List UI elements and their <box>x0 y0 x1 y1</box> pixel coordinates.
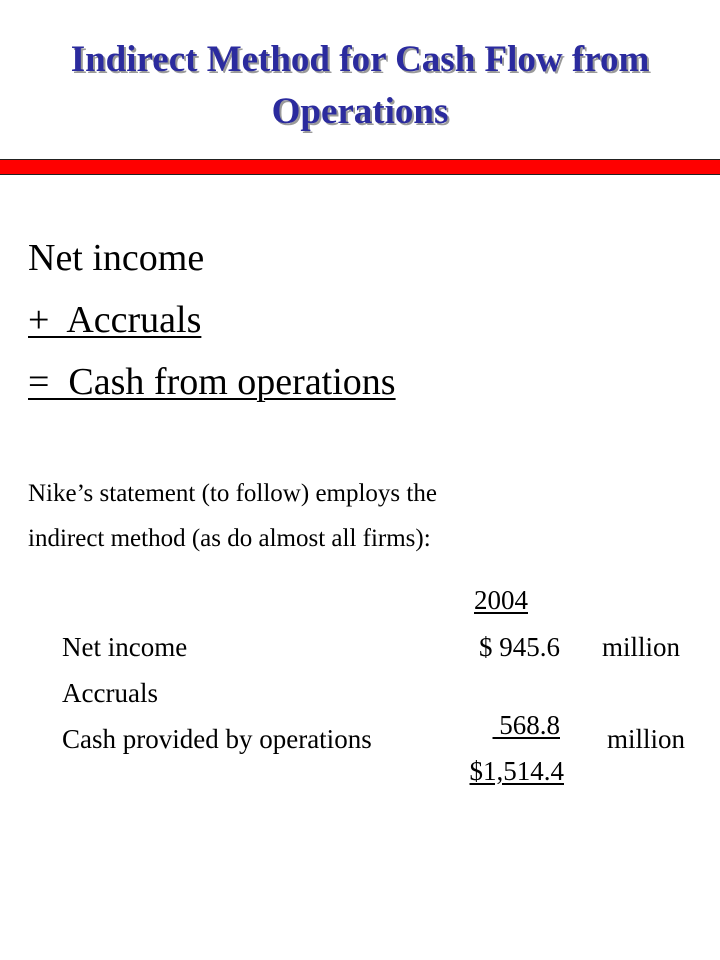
title-divider <box>0 159 720 175</box>
row-unit-net-income: million <box>602 632 681 662</box>
slide-title-line-1: Indirect Method for Cash Flow from <box>70 39 650 80</box>
equation-net-income: Net income <box>28 237 205 279</box>
row-unit-cash-provided: million <box>607 724 686 754</box>
slide-title-line-2: Operations <box>271 91 449 132</box>
slide-title <box>0 34 720 138</box>
row-value-accruals: 568.8 <box>492 710 560 740</box>
row-value-cash-provided-wrap <box>420 723 564 787</box>
row-label-accruals: Accruals <box>62 678 158 708</box>
row-label-net-income: Net income <box>62 632 188 662</box>
row-value-net-income: $ 945.6 <box>479 632 560 662</box>
equation-accruals: + Accruals <box>28 299 202 341</box>
row-label-cash-provided: Cash provided by operations <box>62 724 372 754</box>
row-value-cash-provided: $1,514.4 <box>469 756 564 786</box>
note-line-2: indirect method (as do almost all firms): <box>28 525 431 552</box>
equation-cash-from-operations: = Cash from operations <box>28 361 396 403</box>
note-line-1: Nike’s statement (to follow) employs the <box>28 480 437 507</box>
table-year-header: 2004 <box>474 585 528 615</box>
